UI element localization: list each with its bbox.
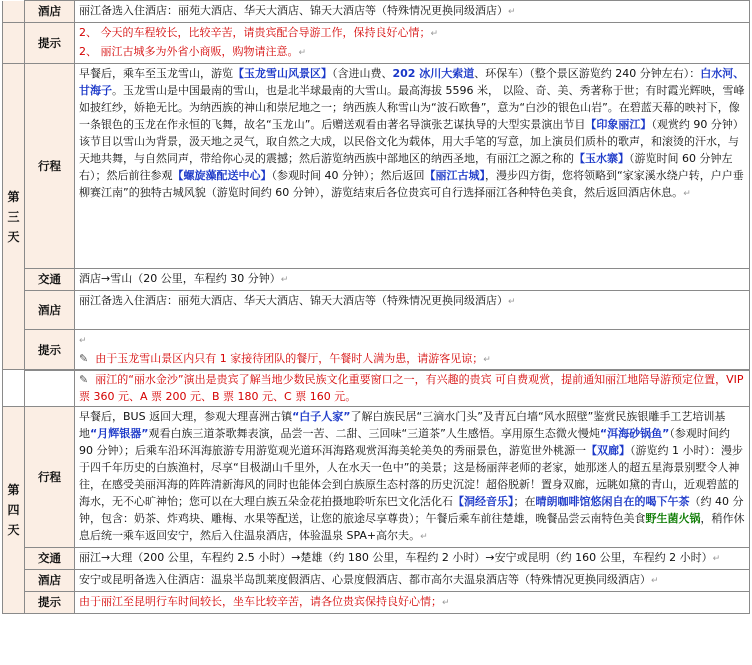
itinerary-text: 。玉龙雪山是中国最南的雪山，也是北半球最南的大雪山。最高海拔 5596 米， 以险、奇、美、秀著称于世；有时霞光辉映，雪峰如披红纱，娇艳无比。为纳西族的神山和崇尼地之一；纳西族人称雪山为“波石欧鲁”，意为“白沙的银色山岩”。在碧蓝天幕的映衬下，像一条银色的玉龙在作永恒的飞舞，故名“玉龙山”。后赠送观看由著名导演张艺谋执导的大型实景演出节目 bbox=[79, 84, 745, 131]
day3-label: 第 三 天 bbox=[3, 64, 25, 371]
day3-transport-row bbox=[3, 269, 750, 291]
day4-transport-row bbox=[3, 548, 750, 570]
itinerary-text: ；在 bbox=[513, 495, 536, 508]
note-icon: ✎ bbox=[79, 373, 89, 386]
itinerary-text: 、环保车）（整个景区游览约 240 分钟左右）： bbox=[474, 67, 701, 80]
highlight-text: 202 冰川大索道 bbox=[392, 67, 475, 80]
day3-itinerary-text: 早餐后，乘车至玉龙雪山，游览【玉龙雪山风景区】（含进山费、202 冰川大索道、环保车）（整个景区游览约 240 分钟左右）：白水河、甘海子。玉龙雪山是中国最南的雪山，也是北半球最南的大雪山。最高海拔 5596 米， 以险、奇、美、秀著称于世；有时霞光辉映，雪峰如披红纱，娇艳无比。为纳西族的神山和崇尼地之一；纳西族人称雪山为“波石欧鲁”，意为“白沙的银色山岩”。在碧蓝天幕的映衬下，像一条银色的玉龙在作永恒的飞舞，故名“玉龙山”。后赠送观看由著名导演张艺谋执导的大型实景演出节目【印象丽江】（观赏约 90 分钟）该节目以雪山为背景，汲天地之灵气，取自然之大成，以民俗文化为载体，用大手笔的写意，加上演员们质朴的歌声，和滚烫的汗水，与天地共舞，与自然同声，带给你心灵的震撼；然后游览纳西族中部地区的纳西圣地，有丽江之源之称的【玉水寨】（游览时间 60 分钟左右）；然后前往参观【螺旋藻配送中心】（参观时间 40 分钟）；然后返回【丽江古城】，漫步四方街，您将领略到“家家溪水绕户转，户户垂柳赛江南”的独特古城风貌（游览时间约 60 分钟），游览结束后各位贵宾可自行选择丽江各种特色美食，然后返回酒店休息。↵ bbox=[75, 64, 750, 269]
day4-label: 第 四 天 bbox=[3, 407, 25, 614]
highlight-text: 【印象丽江】 bbox=[585, 118, 652, 131]
hotel-text: 丽江备选入住酒店：丽苑大酒店、华天大酒店、锦天大酒店等（特殊情况更换同级酒店）↵ bbox=[75, 1, 750, 23]
day3-itinerary-row bbox=[3, 64, 750, 269]
hotel-label: 酒店 bbox=[25, 1, 75, 23]
highlight-text: 【洞经音乐】 bbox=[453, 495, 514, 508]
tips-label: 提示 bbox=[25, 592, 75, 614]
highlight-text: “月辉银器” bbox=[90, 427, 149, 440]
highlight-text: 野生菌火锅 bbox=[645, 512, 701, 525]
day4-itinerary-text: 早餐后，BUS 返回大理，参观大理喜洲古镇“白子人家”了解白族民居“三滴水门头”及青瓦白墙“风水照壁”鉴赏民族银雕手工艺培训基地“月辉银器”观看白族三道茶歌舞表演，品尝一苦、二甜、三回味“三道茶”人生感悟。享用原生态微火慢炖“洱海砂锅鱼”（参观时间约 90 分钟）；后乘车沿环洱海旅游专用游览观光道环洱海路观赏洱海美轮美奂的秀丽景色，游览世外桃源一【双廊】（游览约 1 小时）：漫步于四千年历史的白族渔村，尽享“目极湖山千里外，人在水天一色中”的美景；这是杨丽萍老师的老家，她那迷人的超五星海景别墅令人神往，在感受美丽洱海的阵阵清新海风的同时也能体会到白族原生态村落的历史沉淀！超俗脱新！置身双廊，远眺如黛的青山，近观碧蓝的海水，无不心旷神怡；您可以在大理白族五朵金花拍摄地聆听东巴文化活化石【洞经音乐】；在晴朗咖啡馆悠闲自在的喝下午茶（约 40 分钟，包含：奶茶、炸鸡块、雕梅、水果等配送，让您的旅途尽享尊贵）；午餐后乘车前往楚雄，晚餐品尝云南特色美食野生菌火锅，稍作休息后统一乘车返回安宁，然后入住温泉酒店，体验温泉 SPA+高尔夫。↵ bbox=[75, 407, 750, 548]
highlight-text: 【双廊】 bbox=[586, 444, 630, 457]
day4-tips-row bbox=[3, 592, 750, 614]
tips-label: 提示 bbox=[25, 23, 75, 64]
itinerary-text: ，漫步四方街，您将领略到“家家溪水绕户转，户户垂柳赛江南”的独特古城风貌（游览时间约 60 分钟），游览结束后各位贵宾可自行选择丽江各种特色美食，然后返回酒店休息。 bbox=[79, 169, 744, 199]
itinerary-text: （参观时间约 90 分钟）；后乘车沿环洱海旅游专用游览观光道环洱海路观赏洱海美轮美奂的秀丽景色，游览世外桃源一 bbox=[79, 427, 730, 457]
hotel-label: 酒店 bbox=[25, 570, 75, 592]
day3-tips-row bbox=[3, 330, 750, 371]
highlight-text: “白子人家” bbox=[292, 410, 351, 423]
day4-hotel-text: 安宁或昆明备选入住酒店：温泉半岛凯莱度假酒店、心景度假酒店、都市高尔夫温泉酒店等（特殊情况更换同级酒店）↵ bbox=[75, 570, 750, 592]
day3-transport-text: 酒店→雪山（20 公里，车程约 30 分钟）↵ bbox=[75, 269, 750, 291]
day4-hotel-row bbox=[3, 570, 750, 592]
itinerary-text: （含进山费、 bbox=[332, 67, 393, 80]
itinerary-text: 观看白族三道茶歌舞表演，品尝一苦、二甜、三回味“三道茶”人生感悟。享用原生态微火慢炖 bbox=[148, 427, 600, 440]
itinerary-text: （观赏约 90 分钟）该节目以雪山为背景，汲天地之灵气，取自然之大成，以民俗文化为载体，用大手笔的写意，加上演员们质朴的歌声，和滚烫的汗水，与天地共舞，与自然同声，带给你心灵的震撼；然后游览纳西族中部地区的纳西圣地，有丽江之源之称的 bbox=[79, 118, 744, 165]
tips-label: 提示 bbox=[25, 330, 75, 371]
highlight-text: 【丽江古城】 bbox=[424, 169, 485, 182]
itinerary-label: 行程 bbox=[25, 64, 75, 269]
highlight-text: 【玉水寨】 bbox=[574, 152, 629, 165]
itinerary-table-top bbox=[2, 0, 750, 371]
day4-transport-text: 丽江→大理（200 公里，车程约 2.5 小时）→楚雄（约 180 公里，车程约 2 小时）→安宁或昆明（约 160 公里，车程约 2 小时）↵ bbox=[75, 548, 750, 570]
day4-tips-text: 由于丽江至昆明行车时间较长，坐车比较辛苦，请各位贵宾保持良好心情；↵ bbox=[75, 592, 750, 614]
note-icon: ✎ bbox=[79, 352, 89, 365]
day3-tips-text: ↵ ✎ 由于玉龙雪山景区内只有 1 家接待团队的餐厅，午餐时人满为患，请游客见谅；↵ bbox=[75, 330, 750, 371]
itinerary-text: 早餐后，BUS 返回大理，参观大理喜洲古镇 bbox=[79, 410, 293, 423]
tips-text: 2、 今天的车程较长，比较辛苦，请贵宾配合导游工作，保持良好心情；↵ 2、 丽江古城多为外省小商贩，购物请注意。↵ bbox=[75, 23, 750, 64]
itinerary-text: ，稍作休息后统一乘车返回安宁，然后入住温泉酒店，体验温泉 SPA+高尔夫。 bbox=[79, 512, 745, 542]
highlight-text: 【玉龙雪山风景区】 bbox=[233, 67, 332, 80]
highlight-text: “洱海砂锅鱼” bbox=[599, 427, 670, 440]
itinerary-text: 了解白族民居“三滴水门头”及青瓦白墙“风水照壁”鉴赏民族银雕手工艺培训基地 bbox=[79, 410, 726, 440]
highlight-text: 白水河、甘海子 bbox=[79, 67, 745, 97]
day4-itinerary-row bbox=[3, 407, 750, 548]
day3-hotel-text: 丽江备选入住酒店：丽苑大酒店、华天大酒店、锦天大酒店等（特殊情况更换同级酒店）↵ bbox=[75, 291, 750, 330]
highlight-text: 【螺旋藻配送中心】 bbox=[172, 169, 272, 182]
transport-label: 交通 bbox=[25, 269, 75, 291]
itinerary-label: 行程 bbox=[25, 407, 75, 548]
itinerary-text: （游览约 1 小时）：漫步于四千年历史的白族渔村，尽享“目极湖山千里外，人在水天一色中”的美景；这是杨丽萍老师的老家，她那迷人的超五星海景别墅令人神往，在感受美丽洱海的阵阵清新海风的同时也能体会到白族原生态村落的历史沉淀！超俗脱新！置身双廊，远眺如黛的青山，近观碧蓝的海水，无不心旷神怡；您可以在大理白族五朵金花拍摄地聆听东巴文化活化石 bbox=[79, 444, 743, 508]
itinerary-text: 早餐后，乘车至玉龙雪山，游览 bbox=[79, 67, 233, 80]
tip-line: 2、 今天的车程较长，比较辛苦，请贵宾配合导游工作，保持良好心情； bbox=[79, 26, 431, 39]
transport-label: 交通 bbox=[25, 548, 75, 570]
hotel-row bbox=[3, 1, 750, 23]
day3-hotel-row bbox=[3, 291, 750, 330]
itinerary-text: （约 40 分钟，包含：奶茶、炸鸡块、雕梅、水果等配送，让您的旅途尽享尊贵）；午餐后乘车前往楚雄，晚餐品尝云南特色美食 bbox=[79, 495, 744, 525]
hotel-label: 酒店 bbox=[25, 291, 75, 330]
tip-line: 2、 丽江古城多为外省小商贩，购物请注意。 bbox=[79, 45, 299, 58]
itinerary-text: （参观时间 40 分钟）；然后返回 bbox=[271, 169, 425, 182]
itinerary-table-bottom bbox=[2, 369, 750, 614]
promo-text: ✎ 丽江的“丽水金沙”演出是贵宾了解当地少数民族文化重要窗口之一，有兴趣的贵宾 可自费观赏，提前通知丽江地陪导游预定位置，VIP 票 360 元、A 票 200 元、B 票 180 元、C 票 160 元。 bbox=[75, 370, 750, 407]
promo-row bbox=[3, 370, 750, 407]
highlight-text: 晴朗咖啡馆悠闲自在的喝下午茶 bbox=[535, 495, 690, 508]
tips-row bbox=[3, 23, 750, 64]
itinerary-text: （游览时间 60 分钟左右）；然后前往参观 bbox=[79, 152, 733, 182]
